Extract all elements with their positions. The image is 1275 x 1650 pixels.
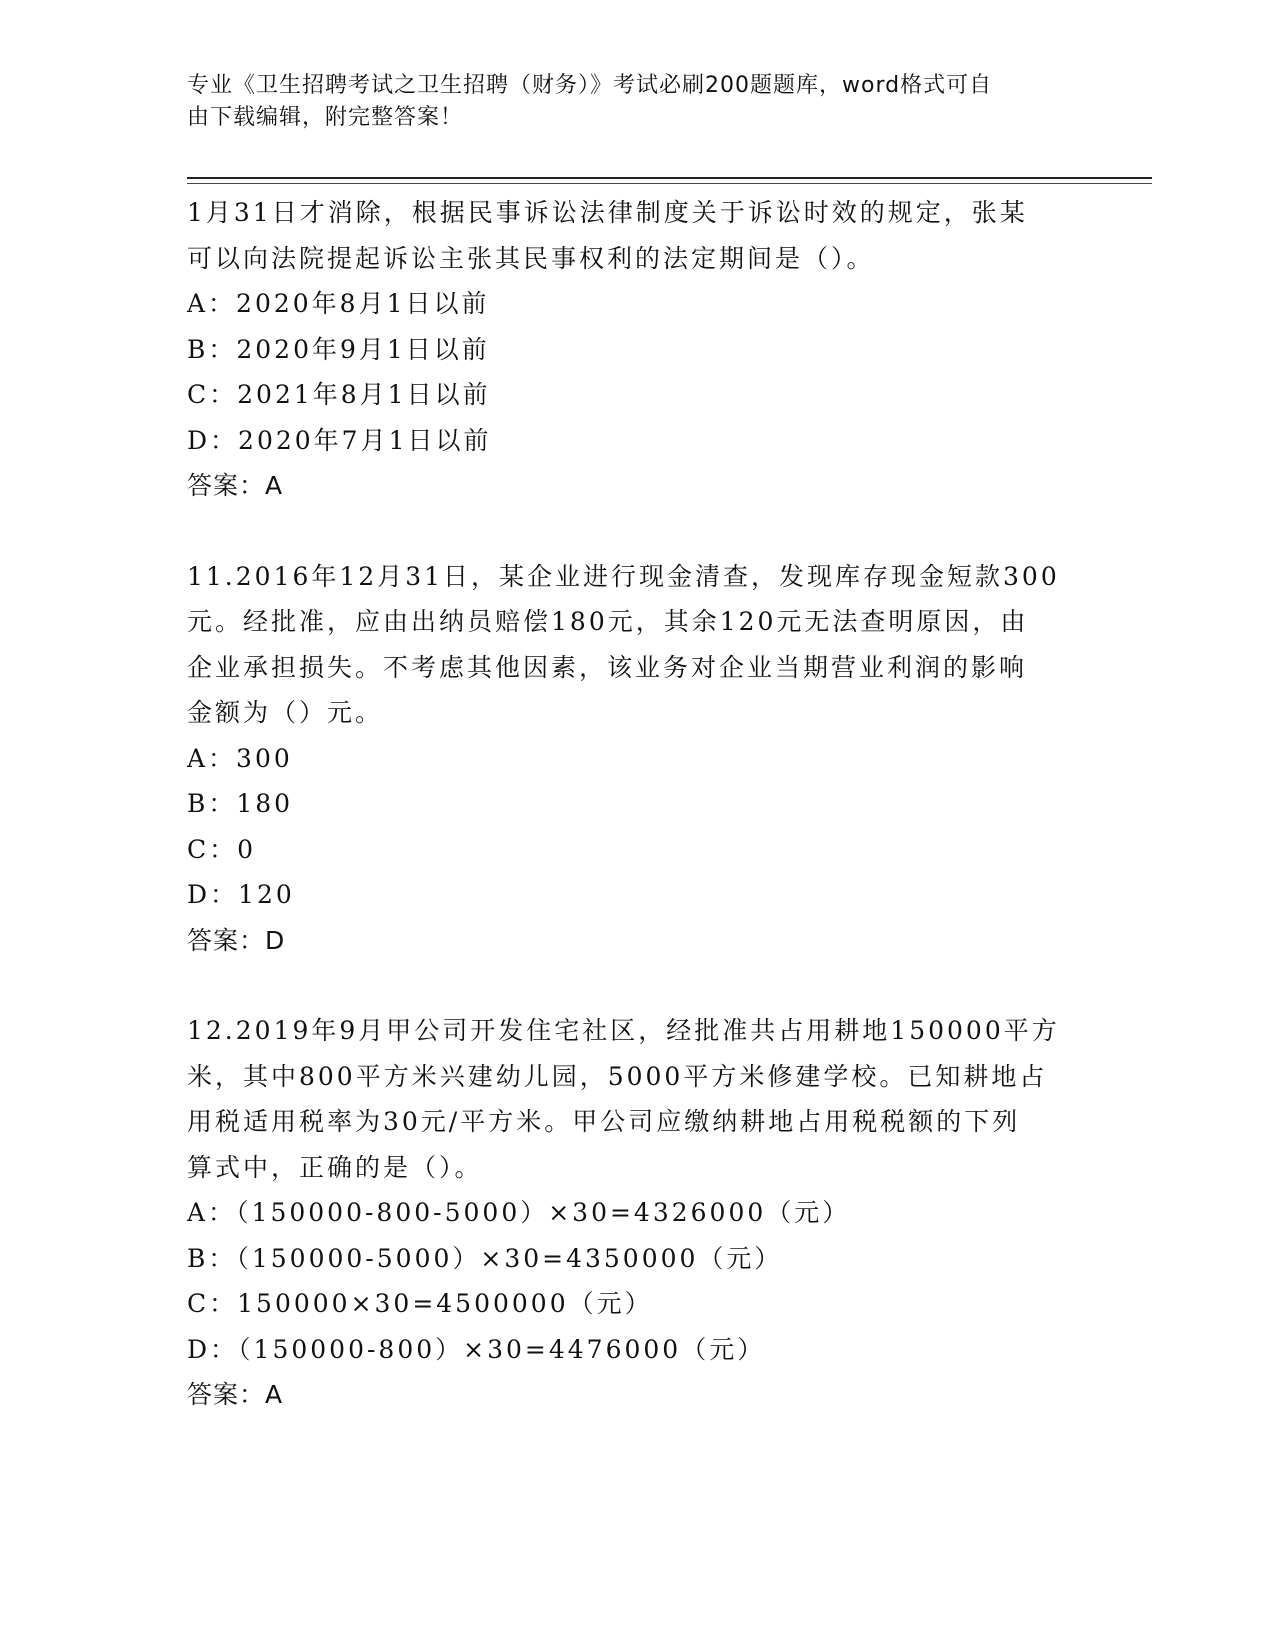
question-stem-line: 11.2016年12月31日，某企业进行现金清查，发现库存现金短款300 bbox=[187, 561, 1060, 591]
option-d: D：120 bbox=[187, 880, 295, 909]
option-c: C：150000×30=4500000（元） bbox=[187, 1289, 653, 1318]
question-stem-line: 可以向法院提起诉讼主张其民事权利的法定期间是（）。 bbox=[187, 243, 875, 273]
question-stem-line: 企业承担损失。不考虑其他因素，该业务对企业当期营业利润的影响 bbox=[187, 652, 1028, 682]
answer-line: 答案：D bbox=[187, 925, 286, 955]
option-b: B：（150000-5000）×30=4350000（元） bbox=[187, 1243, 783, 1273]
header-divider-thick bbox=[187, 177, 1152, 179]
question-stem-line: 12.2019年9月甲公司开发住宅社区，经批准共占用耕地150000平方 bbox=[187, 1016, 1060, 1045]
document-header bbox=[187, 70, 1067, 134]
question-stem-line: 1月31日才消除，根据民事诉讼法律制度关于诉讼时效的规定，张某 bbox=[187, 198, 1028, 227]
question-stem-line: 算式中，正确的是（）。 bbox=[187, 1152, 483, 1182]
option-a: A：（150000-800-5000）×30=4326000（元） bbox=[187, 1198, 851, 1227]
option-b: B：180 bbox=[187, 789, 294, 818]
question-10 bbox=[187, 190, 1087, 509]
option-a: A：300 bbox=[187, 743, 293, 773]
header-line-2: 由下载编辑，附完整答案！ bbox=[187, 105, 464, 130]
option-a: A：2020年8月1日以前 bbox=[187, 289, 490, 318]
question-stem-line: 金额为（）元。 bbox=[187, 698, 384, 727]
answer-line: 答案：A bbox=[187, 1380, 284, 1409]
option-b: B：2020年9月1日以前 bbox=[187, 334, 490, 364]
question-12 bbox=[187, 1008, 1087, 1418]
header-line-1: 专业《卫生招聘考试之卫生招聘（财务）》考试必刷200题题库，word格式可自 bbox=[187, 73, 993, 98]
option-c: C：0 bbox=[187, 834, 257, 864]
question-spacer bbox=[187, 963, 1087, 1008]
question-stem-line: 用税适用税率为30元/平方米。甲公司应缴纳耕地占用税税额的下列 bbox=[187, 1107, 1021, 1136]
question-stem-line: 元。经批准，应由出纳员赔偿180元，其余120元无法查明原因，由 bbox=[187, 607, 1029, 636]
question-spacer bbox=[187, 509, 1087, 554]
option-d: D：2020年7月1日以前 bbox=[187, 425, 492, 455]
answer-line: 答案：A bbox=[187, 471, 284, 500]
header-divider-thin bbox=[187, 183, 1152, 184]
option-d: D：（150000-800）×30=4476000（元） bbox=[187, 1334, 766, 1364]
question-stem-line: 米，其中800平方米兴建幼儿园，5000平方米修建学校。已知耕地占 bbox=[187, 1061, 1048, 1091]
question-11 bbox=[187, 554, 1087, 964]
question-list bbox=[187, 190, 1087, 1418]
option-c: C：2021年8月1日以前 bbox=[187, 380, 491, 409]
